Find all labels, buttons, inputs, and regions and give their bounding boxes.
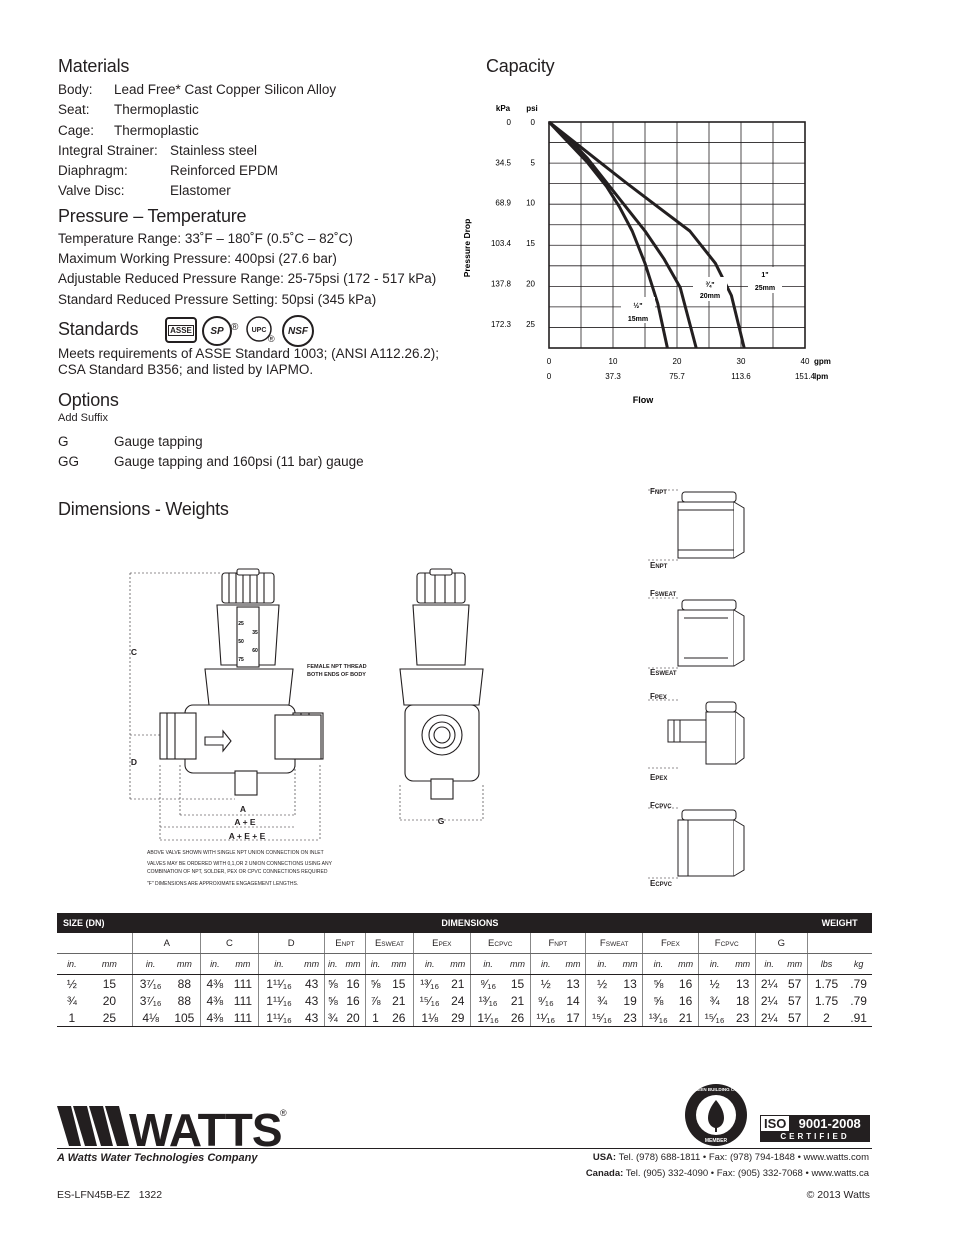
x-tick-gpm: 30	[736, 357, 746, 366]
fitting-e-label	[650, 773, 667, 782]
table-cell: ⅝	[324, 975, 341, 993]
column-group-label	[586, 933, 643, 954]
drawing-note-2: VALVES MAY BE ORDERED WITH 0,1,OR 2 UNION CONNECTIONS USING ANY	[147, 861, 332, 867]
column-group-main: A	[163, 937, 170, 949]
usgbc-member-badge	[683, 1082, 749, 1148]
curve-label-three-quarter-mm: 20mm	[699, 293, 721, 300]
gauge-mark: 60	[252, 648, 258, 654]
dim-label-a-plus-e-plus-e: A + E + E	[228, 831, 266, 841]
material-label: Integral Strainer:	[58, 143, 158, 158]
table-cell: 2¼	[755, 1009, 782, 1027]
canada-text: Tel. (905) 332-4090 • Fax: (905) 332-7068 • www.watts.ca	[625, 1168, 869, 1179]
material-label: Valve Disc:	[58, 183, 125, 198]
table-cell: 1	[57, 1009, 87, 1027]
fitting-f-label	[650, 801, 672, 810]
pressure-temperature-title: Pressure – Temperature	[58, 206, 247, 226]
drawing-note-4: "F" DIMENSIONS ARE APPROXIMATE ENGAGEMENT LENGTHS.	[147, 881, 299, 887]
size-header: SIZE (DN)	[57, 913, 133, 933]
table-cell: 26	[505, 1009, 530, 1027]
table-row	[57, 992, 872, 1009]
table-cell: ⅝	[324, 992, 341, 1009]
column-group-label	[258, 933, 324, 954]
unit-label: in.	[755, 954, 782, 975]
valve-drawing	[125, 565, 495, 890]
table-cell: 2	[807, 1009, 845, 1027]
column-group-sub: CPVC	[720, 940, 739, 948]
asse-icon	[165, 317, 197, 343]
dim-label-g: G	[437, 816, 445, 826]
table-cell: 24	[451, 993, 465, 1008]
valve-side-view	[400, 569, 483, 799]
column-group-main: E	[374, 937, 382, 949]
fitting-e-letter: E	[650, 773, 656, 782]
fitting-e-sub: NPT	[655, 564, 668, 570]
table-cell: ½	[698, 975, 730, 993]
column-group-sub: SWEAT	[605, 940, 629, 948]
unit-label: in.	[57, 954, 87, 975]
copyright: © 2013 Watts	[806, 1189, 870, 1201]
usgbc-member-text: MEMBER	[704, 1138, 728, 1144]
pressure-line-4: Standard Reduced Pressure Setting: 50psi (345 kPa)	[58, 292, 377, 307]
column-group-label	[643, 933, 699, 954]
table-cell: 1¹¹⁄₁₆	[258, 992, 299, 1009]
fitting-f-sub: CPVC	[654, 804, 672, 810]
fitting-f-sub: NPT	[654, 490, 667, 496]
unit-label: in.	[643, 954, 674, 975]
y-tick-kpa: 103.4	[490, 239, 511, 249]
weight-header: WEIGHT	[807, 913, 872, 933]
psi-header: psi	[526, 104, 538, 113]
y-tick-kpa: 0	[506, 118, 511, 127]
table-cell: 4⅜	[201, 975, 228, 993]
valve-front-view	[160, 569, 323, 795]
material-label: Diaphragm:	[58, 163, 128, 178]
unit-label: mm	[385, 954, 413, 975]
x-tick-gpm: 20	[672, 357, 682, 366]
table-cell: 43	[300, 1009, 325, 1027]
table-cell: 23	[731, 1009, 756, 1027]
unit-label: in.	[586, 954, 618, 975]
fitting-f-label	[650, 692, 667, 701]
registered-mark-icon-2: ®	[268, 334, 275, 344]
pressure-line-1: Temperature Range: 33˚F – 180˚F (0.5˚C – 82˚C)	[58, 231, 353, 246]
fitting-f-letter: F	[650, 692, 655, 701]
capacity-title: Capacity	[486, 56, 555, 76]
unit-label: mm	[674, 954, 699, 975]
table-cell: 21	[451, 976, 465, 991]
table-cell: 2¼	[755, 992, 782, 1009]
column-group-main: D	[287, 937, 295, 949]
table-cell: 23	[618, 1009, 643, 1027]
table-cell: 111	[233, 976, 253, 991]
y-tick-kpa: 68.9	[495, 198, 511, 208]
lpm-unit: lpm	[814, 372, 829, 381]
unit-label: mm	[168, 954, 201, 975]
fitting-f-letter: F	[650, 589, 655, 598]
table-cell: 21	[510, 993, 525, 1008]
fitting-cpvc	[678, 810, 744, 876]
table-cell: ¾	[586, 992, 618, 1009]
fitting-f-label	[650, 589, 676, 598]
table-cell: 16	[346, 993, 360, 1008]
table-cell: 57	[788, 993, 802, 1008]
column-group-sub: SWEAT	[381, 940, 404, 948]
drawing-note-3: COMBINATION OF NPT, SOLDER, PEX OR CPVC CONNECTIONS REQUIRED	[147, 869, 328, 875]
unit-label: mm	[87, 954, 133, 975]
y-tick-psi: 25	[526, 319, 535, 329]
y-tick-psi: 0	[530, 118, 535, 127]
fitting-npt	[678, 492, 744, 558]
table-cell: 57	[783, 1009, 808, 1027]
material-label: Cage:	[58, 123, 95, 138]
asse-icon-text: ASSE	[170, 325, 192, 335]
table-cell: 14	[566, 993, 580, 1008]
column-group-sub: CPVC	[494, 940, 513, 948]
unit-label: in.	[413, 954, 445, 975]
options-subtitle: Add Suffix	[58, 412, 108, 424]
table-cell: ¹³⁄₁₆	[470, 992, 505, 1009]
gauge-mark: 75	[238, 657, 244, 663]
table-cell: 20	[341, 1009, 366, 1027]
dim-label-d: D	[130, 757, 138, 767]
material-value: Reinforced EPDM	[170, 163, 279, 178]
fitting-e-sub: CPVC	[655, 882, 673, 888]
unit-label: in.	[366, 954, 385, 975]
table-cell: 111	[228, 1009, 258, 1027]
usa-label: USA:	[592, 1152, 617, 1163]
unit-label: mm	[618, 954, 643, 975]
y-tick-psi: 5	[530, 158, 535, 168]
table-cell: 15	[392, 976, 406, 991]
table-row	[57, 1009, 872, 1027]
gauge-mark: 25	[238, 621, 244, 627]
table-cell: ⅝	[366, 975, 385, 993]
table-cell: 4⅜	[201, 1009, 228, 1027]
table-cell: 15	[102, 976, 117, 991]
gauge-mark: 35	[252, 630, 258, 636]
table-cell: 4⅛	[133, 1009, 169, 1027]
table-cell: 21	[674, 1009, 699, 1027]
column-group-sub: NPT	[554, 940, 568, 948]
table-cell: 1.75	[807, 992, 845, 1009]
standards-title: Standards	[58, 319, 139, 339]
y-tick-psi: 20	[526, 279, 535, 289]
table-cell: 16	[678, 993, 693, 1008]
x-tick-gpm: 0	[546, 357, 552, 366]
x-tick-lpm: 151.4	[794, 372, 816, 381]
iso-certified-label: CERTIFIED	[760, 1132, 870, 1142]
watts-logo	[57, 1102, 287, 1150]
x-tick-lpm: 37.3	[605, 372, 621, 381]
iso-number: 9001-2008	[790, 1116, 869, 1131]
column-group-main: F	[599, 937, 606, 949]
table-cell: .79	[850, 976, 867, 991]
table-cell: 16	[678, 976, 693, 991]
curve-label-half-size: ½"	[633, 303, 643, 310]
kpa-header: kPa	[495, 104, 511, 113]
curve-label-half-mm: 15mm	[627, 316, 649, 323]
table-cell: 43	[304, 976, 319, 991]
fitting-e-sub: PEX	[655, 776, 668, 782]
fitting-f-letter: F	[650, 487, 655, 496]
column-group-main: E	[335, 937, 342, 949]
x-tick-lpm: 0	[546, 372, 552, 381]
registered-mark-icon: ®	[231, 322, 239, 333]
y-tick-kpa: 172.3	[490, 319, 511, 329]
table-cell: ¹⁵⁄₁₆	[413, 992, 445, 1009]
dimensions-header: DIMENSIONS	[133, 913, 808, 933]
x-tick-gpm: 10	[608, 357, 618, 366]
fitting-e-letter: E	[650, 668, 656, 677]
option-gg-key: GG	[58, 454, 80, 469]
fitting-f-sub: PEX	[654, 695, 667, 701]
y-tick-kpa: 34.5	[495, 158, 511, 168]
fitting-e-label	[650, 668, 677, 677]
dimensions-table	[57, 913, 872, 1027]
table-cell: ⁹⁄₁₆	[530, 992, 561, 1009]
pressure-line-2: Maximum Working Pressure: 400psi (27.6 bar)	[58, 251, 337, 266]
column-group-label	[413, 933, 470, 954]
dim-label-a-plus-e: A + E	[234, 817, 256, 827]
table-cell: 1¹¹⁄₁₆	[258, 975, 299, 993]
gpm-unit: gpm	[814, 357, 831, 366]
table-cell: ½	[66, 976, 77, 991]
table-cell: ¾	[698, 992, 730, 1009]
footer-canada-contact	[586, 1168, 869, 1179]
csa-icon	[202, 316, 232, 346]
column-group-label	[324, 933, 365, 954]
unit-label: in.	[133, 954, 169, 975]
table-group-row	[57, 933, 872, 954]
iso-certified-badge	[760, 1115, 870, 1141]
unit-label: mm	[505, 954, 530, 975]
material-value: Lead Free* Cast Copper Silicon Alloy	[114, 82, 337, 97]
table-cell: .79	[850, 993, 867, 1008]
fitting-e-label	[650, 879, 672, 888]
table-cell: 3⁷⁄₁₆	[133, 992, 169, 1009]
table-cell: 21	[392, 993, 406, 1008]
nsf-icon-text: NSF	[288, 325, 308, 337]
document-id: ES-LFN45B-EZ 1322	[57, 1189, 163, 1201]
unit-label: in.	[201, 954, 228, 975]
column-group-main: E	[432, 937, 439, 949]
curve-label-one-inch-size: 1"	[761, 272, 769, 279]
table-cell: 17	[561, 1009, 586, 1027]
table-cell: ⅝	[643, 992, 674, 1009]
table-cell: ½	[530, 975, 561, 993]
table-cell: 26	[385, 1009, 413, 1027]
table-cell: 1.75	[807, 975, 845, 993]
y-axis-label: Pressure Drop	[462, 218, 472, 278]
column-group-main: F	[661, 937, 667, 949]
material-value: Elastomer	[170, 183, 231, 198]
table-unit-row	[57, 954, 872, 975]
standards-text-1: Meets requirements of ASSE Standard 1003; (ANSI A112.26.2);	[58, 346, 439, 361]
column-group-label	[698, 933, 755, 954]
unit-label: in.	[470, 954, 505, 975]
table-cell: ⅞	[366, 992, 385, 1009]
fitting-f-sub: SWEAT	[654, 592, 677, 598]
table-cell: 19	[623, 993, 637, 1008]
table-cell: ¾	[324, 1009, 341, 1027]
table-cell: 13	[566, 976, 580, 991]
table-cell: ¹¹⁄₁₆	[530, 1009, 561, 1027]
x-axis-label: Flow	[632, 395, 654, 405]
material-value: Thermoplastic	[114, 102, 199, 117]
unit-label: kg	[845, 954, 872, 975]
curve-label-one-inch-mm: 25mm	[754, 285, 776, 292]
table-cell: 15	[510, 976, 525, 991]
thread-note-2: BOTH ENDS OF BODY	[307, 672, 366, 678]
table-cell: 1¹¹⁄₁₆	[258, 1009, 299, 1027]
table-row	[57, 975, 872, 993]
option-g-key: G	[58, 434, 69, 449]
curve-label-three-quarter-size: ¾"	[705, 282, 715, 289]
thread-note-1: FEMALE NPT THREAD	[307, 664, 367, 670]
csa-icon-text: SP	[210, 325, 224, 337]
dim-label-c: C	[130, 647, 138, 657]
fitting-pex	[668, 702, 744, 764]
column-group-label	[470, 933, 530, 954]
option-g-value: Gauge tapping	[114, 434, 203, 449]
table-cell: 3⁷⁄₁₆	[133, 975, 169, 993]
table-cell: 25	[87, 1009, 133, 1027]
column-group-sub: PEX	[438, 940, 452, 948]
y-tick-psi: 15	[526, 239, 535, 249]
unit-label: in.	[530, 954, 561, 975]
usgbc-text: U.S. GREEN BUILDING COUNCIL	[683, 1087, 749, 1092]
options-title: Options	[58, 390, 119, 410]
y-tick-kpa: 137.8	[490, 279, 511, 289]
column-group-sub: NPT	[341, 940, 355, 948]
unit-label: mm	[341, 954, 366, 975]
materials-title: Materials	[58, 56, 130, 76]
standards-text-2: CSA Standard B356; and listed by IAPMO.	[58, 362, 314, 377]
material-label: Body:	[58, 82, 93, 97]
fitting-e-letter: E	[650, 561, 656, 570]
table-cell: .91	[845, 1009, 872, 1027]
watts-brand-text: WATTS	[129, 1104, 282, 1150]
usa-text: Tel. (978) 688-1811 • Fax: (978) 794-1848 • www.watts.com	[618, 1152, 869, 1163]
footer-usa-contact	[593, 1152, 869, 1163]
column-group-label	[201, 933, 258, 954]
table-cell: 18	[736, 993, 750, 1008]
footer-rule	[57, 1148, 872, 1149]
table-cell: ¹⁵⁄₁₆	[698, 1009, 730, 1027]
fitting-sweat	[678, 600, 744, 666]
material-value: Thermoplastic	[114, 123, 199, 138]
table-cell: ¹⁵⁄₁₆	[586, 1009, 618, 1027]
gauge-mark: 50	[238, 639, 244, 645]
upc-icon-text: UPC	[251, 327, 267, 334]
column-group-main: F	[548, 937, 555, 949]
footer-tagline: A Watts Water Technologies Company	[57, 1152, 258, 1164]
column-group-label	[530, 933, 586, 954]
drawing-note-1: ABOVE VALVE SHOWN WITH SINGLE NPT UNION CONNECTION ON INLET	[147, 850, 324, 856]
column-group-main: G	[777, 937, 785, 949]
table-cell: 4⅜	[201, 992, 228, 1009]
iso-prefix: ISO	[761, 1116, 790, 1131]
table-cell: 1¹⁄₁₆	[470, 1009, 505, 1027]
fittings-drawings	[648, 478, 768, 893]
unit-label: lbs	[807, 954, 845, 975]
table-cell: 29	[446, 1009, 471, 1027]
table-cell: 111	[233, 993, 253, 1008]
unit-label: in.	[324, 954, 341, 975]
table-cell: ⅝	[643, 975, 674, 993]
table-cell: 13	[736, 976, 750, 991]
unit-label: mm	[446, 954, 471, 975]
y-tick-psi: 10	[526, 198, 535, 208]
table-cell: ½	[586, 975, 618, 993]
table-cell: ¾	[66, 993, 77, 1008]
dim-label-a: A	[239, 804, 247, 814]
table-cell: 2¼	[755, 975, 782, 993]
table-cell: 1	[366, 1009, 385, 1027]
x-tick-lpm: 113.6	[731, 372, 751, 381]
column-group-label	[366, 933, 414, 954]
capacity-chart	[455, 95, 850, 415]
canada-label: Canada:	[585, 1168, 624, 1179]
dimensions-weights-title: Dimensions - Weights	[58, 499, 229, 519]
option-gg-value: Gauge tapping and 160psi (11 bar) gauge	[114, 454, 364, 469]
unit-label: in.	[698, 954, 730, 975]
pressure-line-3: Adjustable Reduced Pressure Range: 25-75psi (172 - 517 kPa)	[58, 271, 437, 286]
table-cell: 13	[623, 976, 637, 991]
table-cell: ⁹⁄₁₆	[470, 975, 505, 993]
table-cell: ¹³⁄₁₆	[413, 975, 445, 993]
fitting-f-letter: F	[650, 801, 655, 810]
table-cell: 1⅛	[413, 1009, 445, 1027]
x-tick-lpm: 75.7	[669, 372, 685, 381]
fitting-f-label	[650, 487, 667, 496]
table-cell: 43	[304, 993, 319, 1008]
table-cell: 88	[177, 993, 191, 1008]
material-value: Stainless steel	[170, 143, 258, 158]
table-cell: 88	[177, 976, 191, 991]
unit-label: mm	[300, 954, 325, 975]
nsf-icon	[282, 315, 314, 347]
fitting-e-label	[650, 561, 667, 570]
table-header-row	[57, 913, 872, 933]
column-group-sub: PEX	[666, 940, 680, 948]
unit-label: in.	[258, 954, 299, 975]
column-group-main: F	[714, 937, 721, 949]
table-cell: 20	[102, 993, 117, 1008]
material-label: Seat:	[58, 102, 90, 117]
table-cell: 105	[168, 1009, 201, 1027]
unit-label: mm	[561, 954, 586, 975]
unit-label: mm	[731, 954, 756, 975]
fitting-e-letter: E	[650, 879, 656, 888]
x-tick-gpm: 40	[800, 357, 810, 366]
unit-label: mm	[228, 954, 258, 975]
table-cell: 57	[788, 976, 802, 991]
svg-text:®: ®	[280, 1108, 287, 1118]
fitting-e-sub: SWEAT	[655, 671, 677, 677]
unit-label: mm	[783, 954, 808, 975]
column-group-label	[755, 933, 807, 954]
table-cell: 16	[346, 976, 360, 991]
column-group-main: E	[488, 937, 495, 949]
table-cell: ¹³⁄₁₆	[643, 1009, 674, 1027]
column-group-label	[133, 933, 201, 954]
column-group-main: C	[226, 937, 233, 949]
